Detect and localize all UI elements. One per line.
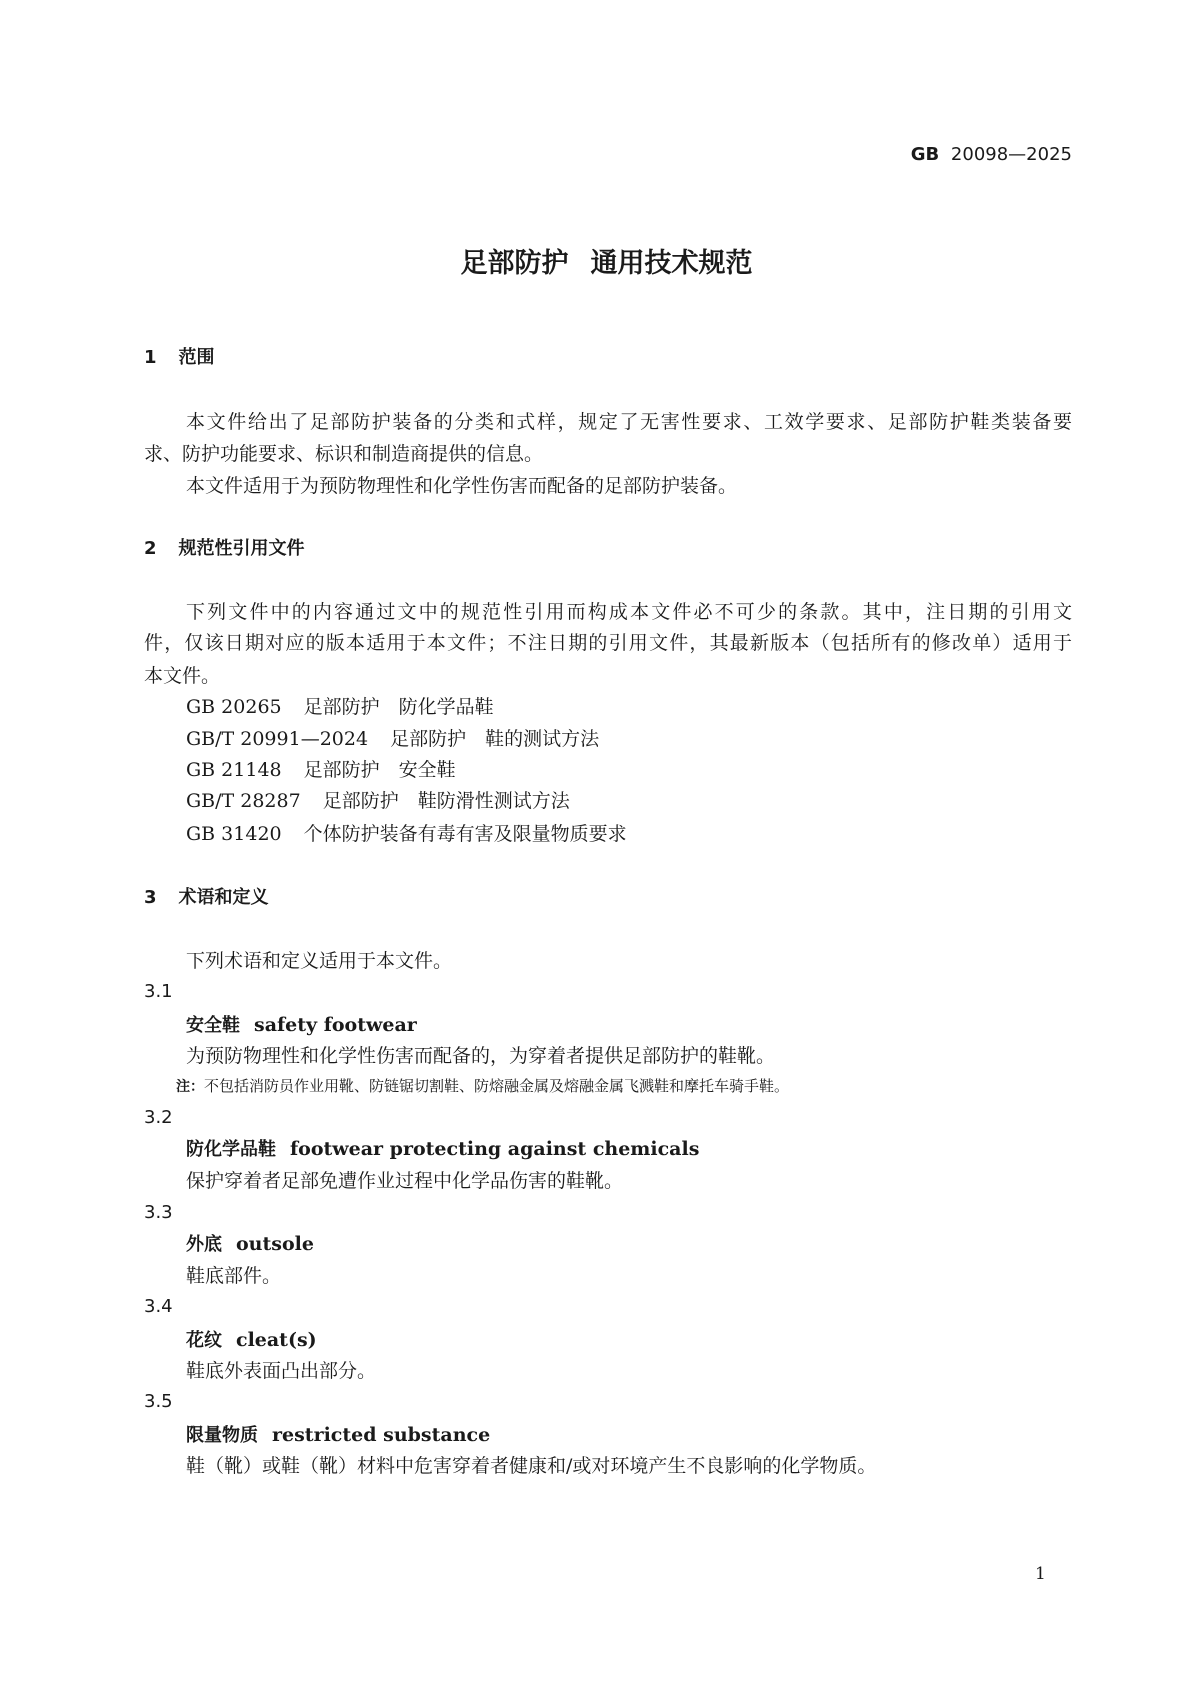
reference-title: 足部防护 安全鞋 (303, 759, 456, 781)
term-zh: 安全鞋 (186, 1015, 240, 1036)
reference-item (186, 696, 494, 718)
term-zh: 花纹 (186, 1330, 222, 1351)
title-part1: 足部防护 (460, 248, 569, 279)
term-zh: 限量物质 (186, 1425, 258, 1446)
reference-code: GB/T 20991—2024 (186, 728, 369, 750)
term-definition: 鞋（靴）或鞋（靴）材料中危害穿着者健康和/或对环境产生不良影响的化学物质。 (186, 1455, 877, 1477)
term-entry (186, 1329, 317, 1352)
note-text: 不包括消防员作业用靴、防链锯切割鞋、防熔融金属及熔融金属飞溅鞋和摩托车骑手鞋。 (204, 1077, 790, 1095)
term-en: outsole (236, 1233, 314, 1255)
term-entry (186, 1014, 417, 1037)
term-number: 3.5 (144, 1391, 173, 1412)
term-en: safety footwear (254, 1014, 417, 1036)
section-title: 术语和定义 (178, 887, 269, 908)
term-entry (186, 1138, 699, 1161)
doc-prefix: GB (910, 144, 940, 165)
reference-title: 个体防护装备有毒有害及限量物质要求 (303, 823, 627, 845)
reference-code: GB 31420 (186, 823, 282, 845)
section-title: 规范性引用文件 (178, 538, 305, 559)
term-definition: 鞋底部件。 (186, 1265, 282, 1287)
term-note (176, 1077, 789, 1096)
page-title (0, 249, 1191, 279)
section-heading (144, 347, 215, 369)
reference-title: 足部防护 鞋的测试方法 (390, 728, 600, 750)
paragraph-line: 求、防护功能要求、标识和制造商提供的信息。 (144, 443, 544, 465)
paragraph-line: 本文件给出了足部防护装备的分类和式样，规定了无害性要求、工效学要求、足部防护鞋类装备要 (186, 411, 1072, 433)
term-number: 3.4 (144, 1296, 173, 1317)
reference-item (186, 728, 599, 750)
section-number: 1 (144, 347, 157, 368)
term-zh: 外底 (186, 1234, 222, 1255)
term-zh: 防化学品鞋 (186, 1139, 276, 1160)
section-number: 3 (144, 887, 157, 908)
reference-code: GB 21148 (186, 759, 282, 781)
reference-code: GB 20265 (186, 696, 282, 718)
section-title: 范围 (178, 347, 215, 368)
paragraph-line: 下列术语和定义适用于本文件。 (186, 950, 453, 972)
term-definition: 保护穿着者足部免遭作业过程中化学品伤害的鞋靴。 (186, 1170, 624, 1192)
term-entry (186, 1424, 490, 1447)
reference-title: 足部防护 防化学品鞋 (303, 696, 494, 718)
reference-item (186, 759, 456, 781)
reference-title: 足部防护 鞋防滑性测试方法 (322, 790, 570, 812)
term-en: cleat(s) (236, 1329, 317, 1351)
term-number: 3.2 (144, 1107, 173, 1128)
doc-number: 20098—2025 (950, 144, 1072, 165)
term-definition: 鞋底外表面凸出部分。 (186, 1360, 377, 1382)
section-number: 2 (144, 538, 157, 559)
term-en: restricted substance (272, 1424, 491, 1446)
term-definition: 为预防物理性和化学性伤害而配备的，为穿着者提供足部防护的鞋靴。 (186, 1045, 776, 1067)
section-heading (144, 887, 269, 909)
paragraph-line: 件，仅该日期对应的版本适用于本文件；不注日期的引用文件，其最新版本（包括所有的修改单）适用于 (144, 632, 1072, 654)
section-heading (144, 538, 305, 560)
title-part2: 通用技术规范 (590, 248, 753, 279)
paragraph-line: 下列文件中的内容通过文中的规范性引用而构成本文件必不可少的条款。其中，注日期的引用文 (186, 601, 1072, 623)
term-number: 3.3 (144, 1202, 173, 1223)
reference-item (186, 823, 627, 845)
term-entry (186, 1233, 314, 1256)
paragraph-line: 本文件适用于为预防物理性和化学性伤害而配备的足部防护装备。 (186, 475, 738, 497)
note-label: 注： (176, 1079, 204, 1095)
page-header (911, 144, 1072, 166)
reference-code: GB/T 28287 (186, 790, 301, 812)
term-en: footwear protecting against chemicals (290, 1138, 700, 1160)
term-number: 3.1 (144, 981, 173, 1002)
page-number: 1 (1035, 1564, 1046, 1584)
paragraph-line: 本文件。 (144, 665, 221, 687)
reference-item (186, 790, 570, 812)
